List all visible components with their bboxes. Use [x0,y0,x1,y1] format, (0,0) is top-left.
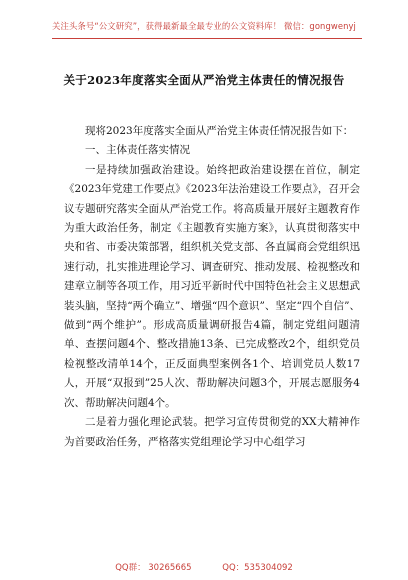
body-paragraph: 一是持续加强政治建设。始终把政治建设摆在首位，制定《2023年党建工作要点》《2023年法治建设工作要点》，召开会议专题研究落实全面从严治党工作。将高质量开展好主题教育作为重大政治任务，制定《主题教育实施方案》，认真贯彻落实中央和省、市委决策部署，组织机关党支部、各直属商会党组织迅速行动，扎实推进理论学习、调查研究、推动发展、检视整改和建章立制等各项工作，用习近平新时代中国特色社会主义思想武装头脑，坚持“两个确立”、增强“四个意识”、坚定“四个自信”、做到“两个维护”。形成高质量调研报告4篇，制定党组问题清单、查摆问题4个、整改措施13条、已完成整改2个，组织党员检视整改清单14个，正反面典型案例各1个、培训党员人数17人，开展“双报到”25人次、帮助解决问题3个，开展志愿服务4次、帮助解决问题4个。 [64,163,360,409]
body-paragraph: 二是着力强化理论武装。把学习宣传贯彻党的XX大精神作为首要政治任务，严格落实党组理论学习中心组学习 [64,416,360,448]
document-title: 关于2023年度落实全面从严治党主体责任的情况报告 [63,73,345,87]
header-divider [52,38,362,39]
document-body [64,122,360,452]
footer-qq: QQ：535304092 [222,563,293,573]
footer-qq-group: QQ群： 30265665 [115,563,192,573]
footer-contact [0,561,408,573]
section-heading: 一、主体责任落实情况 [85,144,190,157]
header-promo: 关注头条号“公文研究”，获得最新最全最专业的公文资料库！ 微信：gongwenyj [52,21,356,31]
intro-paragraph: 现将2023年度落实全面从严治党主体责任情况报告如下： [85,125,354,137]
